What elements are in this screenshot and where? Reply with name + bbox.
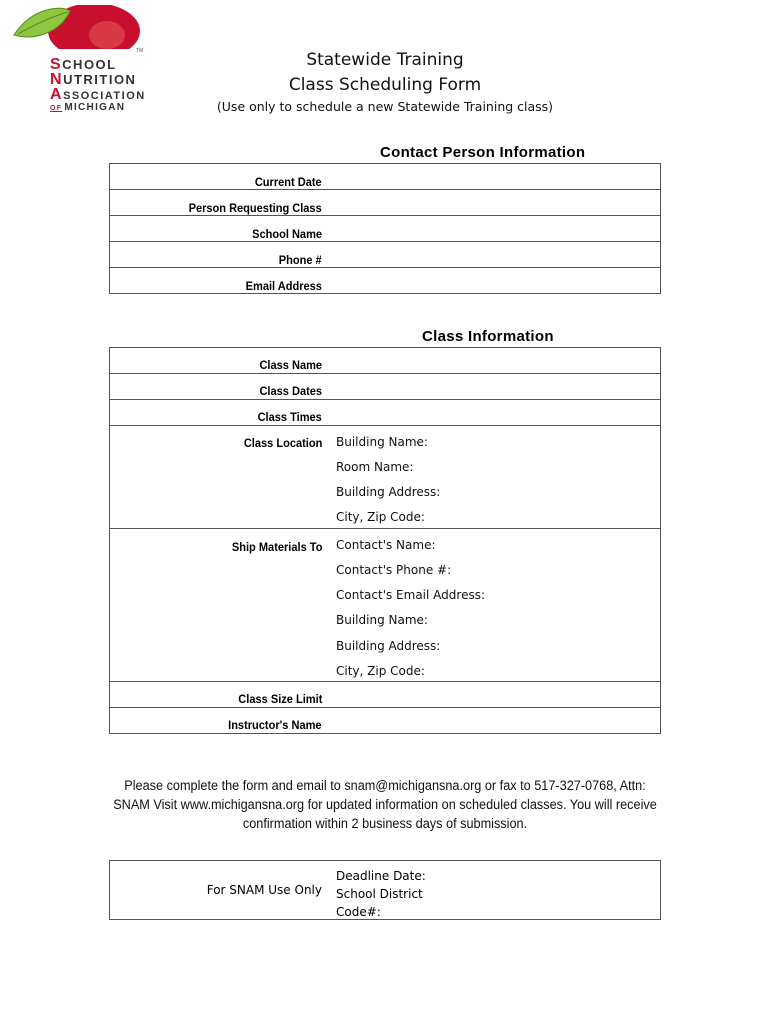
deadline-date-label: Deadline Date: (336, 869, 426, 883)
field-class-size-limit[interactable] (110, 682, 660, 708)
field-email[interactable] (110, 268, 660, 293)
logo-line-association: ASSOCIATION (50, 86, 146, 103)
field-ship-materials[interactable] (110, 529, 660, 682)
logo-line-michigan: OF MICHIGAN (50, 102, 126, 113)
contact-table (109, 163, 661, 294)
field-class-location[interactable] (110, 426, 660, 529)
instructions-line: SNAM Visit www.michigansna.org for updated information on scheduled classes. You will receive (113, 797, 657, 812)
field-label: Ship Materials To (231, 540, 322, 554)
field-class-times[interactable] (110, 400, 660, 426)
contact-section-heading: Contact Person Information (380, 144, 586, 161)
field-label: Class Location (243, 436, 322, 450)
class-table (109, 347, 661, 734)
field-class-dates[interactable] (110, 374, 660, 400)
ship-building-name: Building Name: (336, 613, 428, 627)
field-instructor-name[interactable] (110, 708, 660, 733)
usage-note: (Use only to schedule a new Statewide Training class) (216, 99, 554, 114)
field-label: Class Dates (259, 384, 322, 398)
class-section-heading: Class Information (422, 328, 554, 345)
instructions-line: Please complete the form and email to snam@michigansna.org or fax to 517-327-0768, Attn: (124, 778, 646, 793)
school-district-label: School District (336, 887, 423, 901)
location-building-address: Building Address: (336, 485, 441, 499)
code-label: Code#: (336, 905, 381, 919)
ship-building-address: Building Address: (336, 639, 441, 653)
snam-use-box (109, 860, 661, 920)
field-label: Class Times (257, 410, 322, 424)
page-title: Statewide Training (306, 50, 464, 70)
page-subtitle: Class Scheduling Form (288, 75, 482, 95)
ship-city-zip: City, Zip Code: (336, 664, 425, 678)
instructions-line: confirmation within 2 business days of submission. (242, 816, 528, 831)
field-label: Instructor's Name (228, 718, 322, 732)
field-label: Class Size Limit (237, 692, 322, 706)
field-label: Person Requesting Class (188, 201, 322, 215)
field-label: Class Name (259, 358, 322, 372)
ship-contact-phone: Contact's Phone #: (336, 563, 452, 577)
logo-line-school: SCHOOL (50, 56, 117, 73)
submission-instructions (98, 776, 671, 833)
ship-contact-email: Contact's Email Address: (336, 588, 485, 602)
field-label: Email Address (245, 279, 322, 293)
snam-use-fields (336, 867, 436, 921)
logo-line-nutrition: NUTRITION (50, 71, 137, 88)
location-room-name: Room Name: (336, 460, 414, 474)
field-label: School Name (252, 227, 322, 241)
location-city-zip: City, Zip Code: (336, 510, 425, 524)
trademark-mark: TM (136, 48, 144, 54)
field-class-name[interactable] (110, 348, 660, 374)
ship-contact-name: Contact's Name: (336, 538, 436, 552)
field-current-date[interactable] (110, 164, 660, 190)
field-person-requesting[interactable] (110, 190, 660, 216)
field-school-name[interactable] (110, 216, 660, 242)
field-phone[interactable] (110, 242, 660, 268)
location-building-name: Building Name: (336, 435, 428, 449)
snam-use-label: For SNAM Use Only (206, 883, 322, 897)
field-label: Phone # (279, 253, 322, 267)
field-label: Current Date (255, 175, 322, 189)
